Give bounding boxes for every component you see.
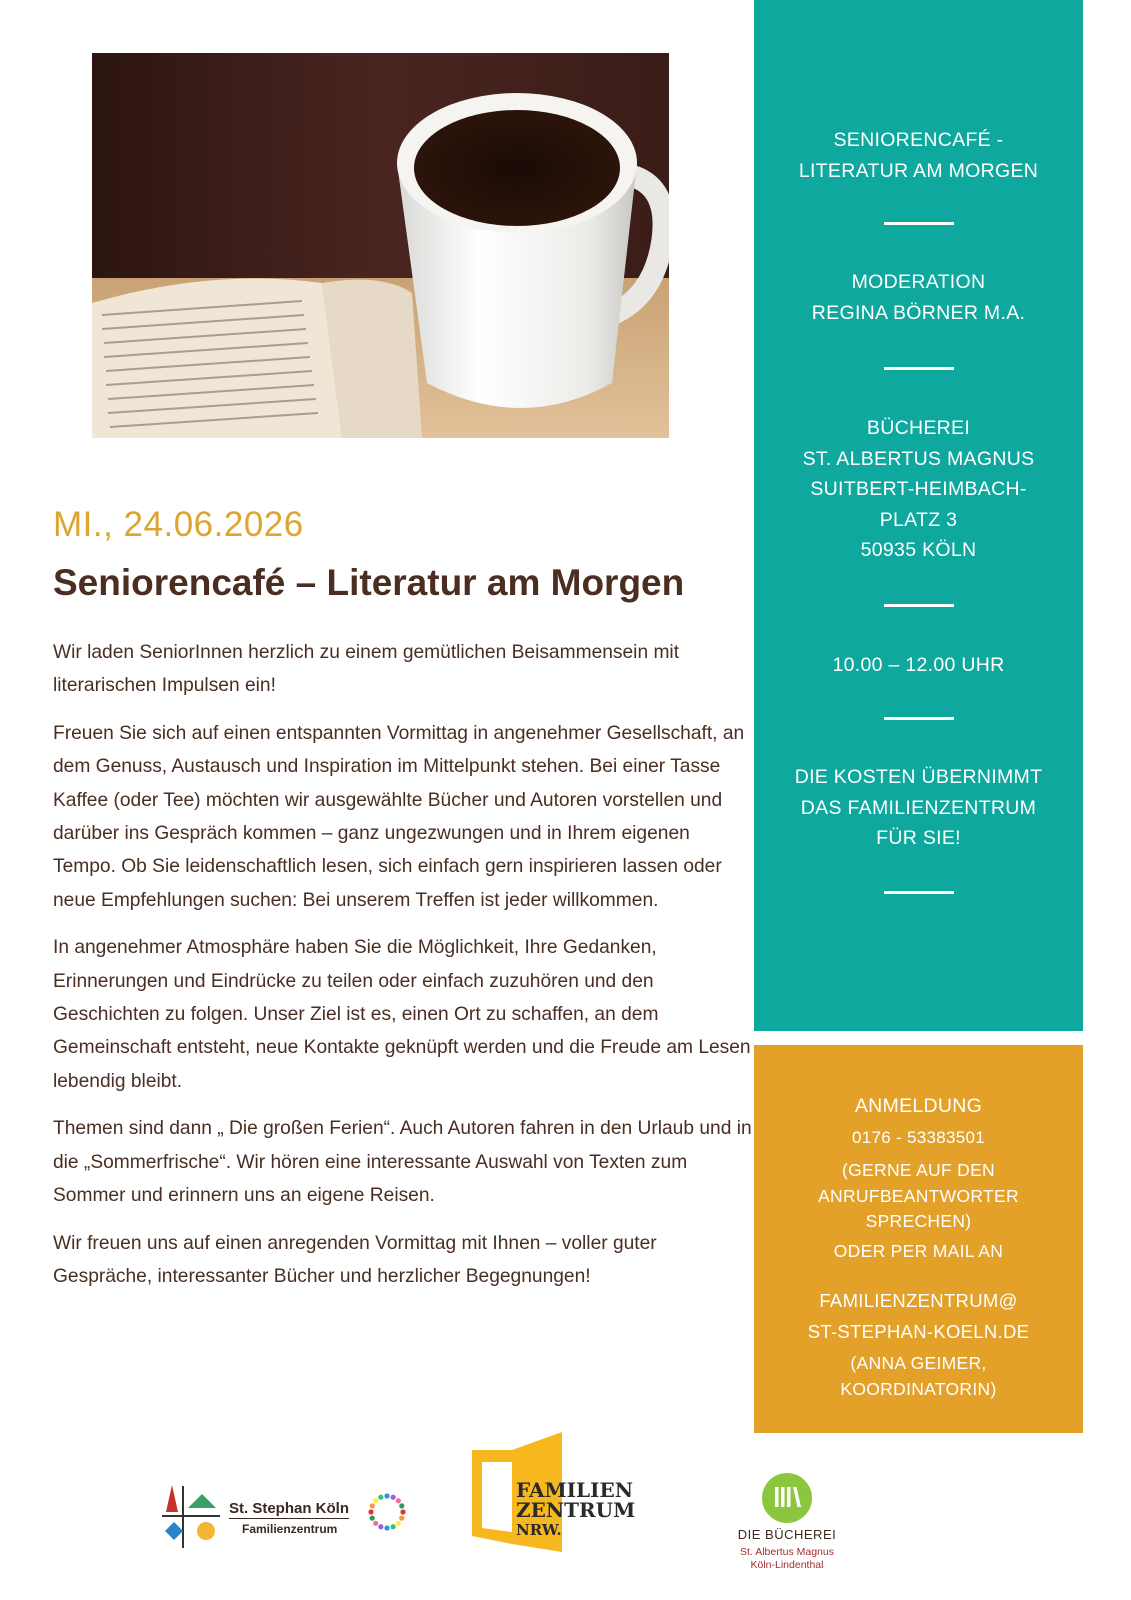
registration-box [754, 1045, 1083, 1433]
event-description [53, 636, 753, 1307]
buecherei-logo [727, 1472, 847, 1572]
registration-heading: ANMELDUNG [854, 1095, 983, 1117]
st-stephan-emblem-icon [162, 1482, 222, 1550]
buecherei-name: DIE BÜCHEREI [737, 1527, 837, 1542]
registration-or-mail: ODER PER MAIL AN [833, 1241, 1004, 1261]
ring-dot [396, 1498, 401, 1503]
ring-dot [384, 1525, 389, 1530]
sidebar-event-name: SENIORENCAFÉ - LITERATUR AM MORGEN [798, 129, 1039, 182]
familienzentrum-wordmark: FAMILIEN ZENTRUM NRW. [516, 1478, 636, 1539]
ring-dot [400, 1509, 405, 1514]
event-title: Seniorencafé – Literatur am Morgen [53, 562, 685, 603]
ring-dot [370, 1516, 375, 1521]
books-icon [761, 1472, 813, 1524]
sidebar-location: BÜCHEREI ST. ALBERTUS MAGNUS SUITBERT-HEIMBACH- PLATZ 3 50935 KÖLN [802, 417, 1035, 561]
divider [884, 717, 954, 720]
sidebar-time: 10.00 – 12.00 UHR [832, 654, 1005, 676]
coffee-book-photo [92, 53, 669, 438]
st-stephan-name: St. Stephan Köln [229, 1500, 349, 1517]
ring-dot [373, 1498, 378, 1503]
logo-underline [229, 1518, 349, 1519]
divider [884, 367, 954, 370]
buecherei-sub2: Köln-Lindenthal [750, 1559, 824, 1571]
sidebar-moderation: MODERATION REGINA BÖRNER M.A. [811, 271, 1026, 324]
ring-dot [384, 1493, 389, 1498]
paragraph: Wir freuen uns auf einen anregenden Vormittag mit Ihnen – voller guter Gespräche, interessanter Bücher und herzlicher Begegnungen! [53, 1232, 657, 1287]
ring-dot [399, 1503, 404, 1508]
ring-dot [391, 1524, 396, 1529]
buecherei-sub1: St. Albertus Magnus [740, 1546, 834, 1558]
ring-dot [370, 1503, 375, 1508]
paragraph: In angenehmer Atmosphäre haben Sie die Möglichkeit, Ihre Gedanken, Erinnerungen und Eindrücke zu teilen oder einfach zuzuhören und den Geschichten zu folgen. Unser Ziel ist es, einen Ort zu schaffen, an dem Gemeinschaft entsteht, neue Kontakte geknüpft werden und die Freude am Lesen lebendig bleibt. [53, 937, 751, 1092]
divider [884, 604, 954, 607]
registration-email: FAMILIENZENTRUM@ ST-STEPHAN-KOELN.DE [807, 1290, 1030, 1342]
colored-dots-ring-icon [365, 1490, 409, 1534]
divider [884, 891, 954, 894]
registration-phone: 0176 - 53383501 [851, 1128, 986, 1147]
event-date: MI., 24.06.2026 [53, 505, 304, 544]
ring-dot [399, 1516, 404, 1521]
st-stephan-sub: Familienzentrum [242, 1522, 338, 1536]
paragraph: Wir laden SeniorInnen herzlich zu einem gemütlichen Beisammensein mit literarischen Impulsen ein! [53, 642, 680, 697]
st-stephan-logo [162, 1482, 417, 1550]
ring-dot [378, 1524, 383, 1529]
sidebar-costs: DIE KOSTEN ÜBERNIMMT DAS FAMILIENZENTRUM FÜR SIE! [794, 766, 1043, 849]
paragraph: Freuen Sie sich auf einen entspannten Vormittag in angenehmer Gesellschaft, an dem Genuss, Austausch und Inspiration im Mittelpunkt stehen. Bei einer Tasse Kaffee (oder Tee) möchten wir ausgewählte Bücher und Autoren vorstellen und darüber ins Gespräch kommen – ganz ungezwungen und in Ihrem eigenen Tempo. Ob Sie leidenschaftlich lesen, sich einfach gern inspirieren lassen oder neue Empfehlungen suchen: Bei unserem Treffen ist jeder willkommen. [53, 722, 745, 911]
ring-dot [391, 1495, 396, 1500]
familienzentrum-nrw-logo [470, 1432, 640, 1552]
divider [884, 222, 954, 225]
ring-dot [396, 1521, 401, 1526]
registration-contact: (ANNA GEIMER, KOORDINATORIN) [840, 1353, 997, 1399]
ring-dot [378, 1495, 383, 1500]
registration-note: (GERNE AUF DEN ANRUFBEANTWORTER SPRECHEN) [818, 1160, 1019, 1231]
paragraph: Themen sind dann „ Die großen Ferien“. Auch Autoren fahren in den Urlaub und in die „Sommerfrische“. Wir hören eine interessante Auswahl von Texten zum Sommer und erinnern uns an eigene Reisen. [53, 1118, 752, 1207]
ring-dot [373, 1521, 378, 1526]
ring-dot [368, 1509, 373, 1514]
info-sidebar [754, 0, 1083, 1031]
